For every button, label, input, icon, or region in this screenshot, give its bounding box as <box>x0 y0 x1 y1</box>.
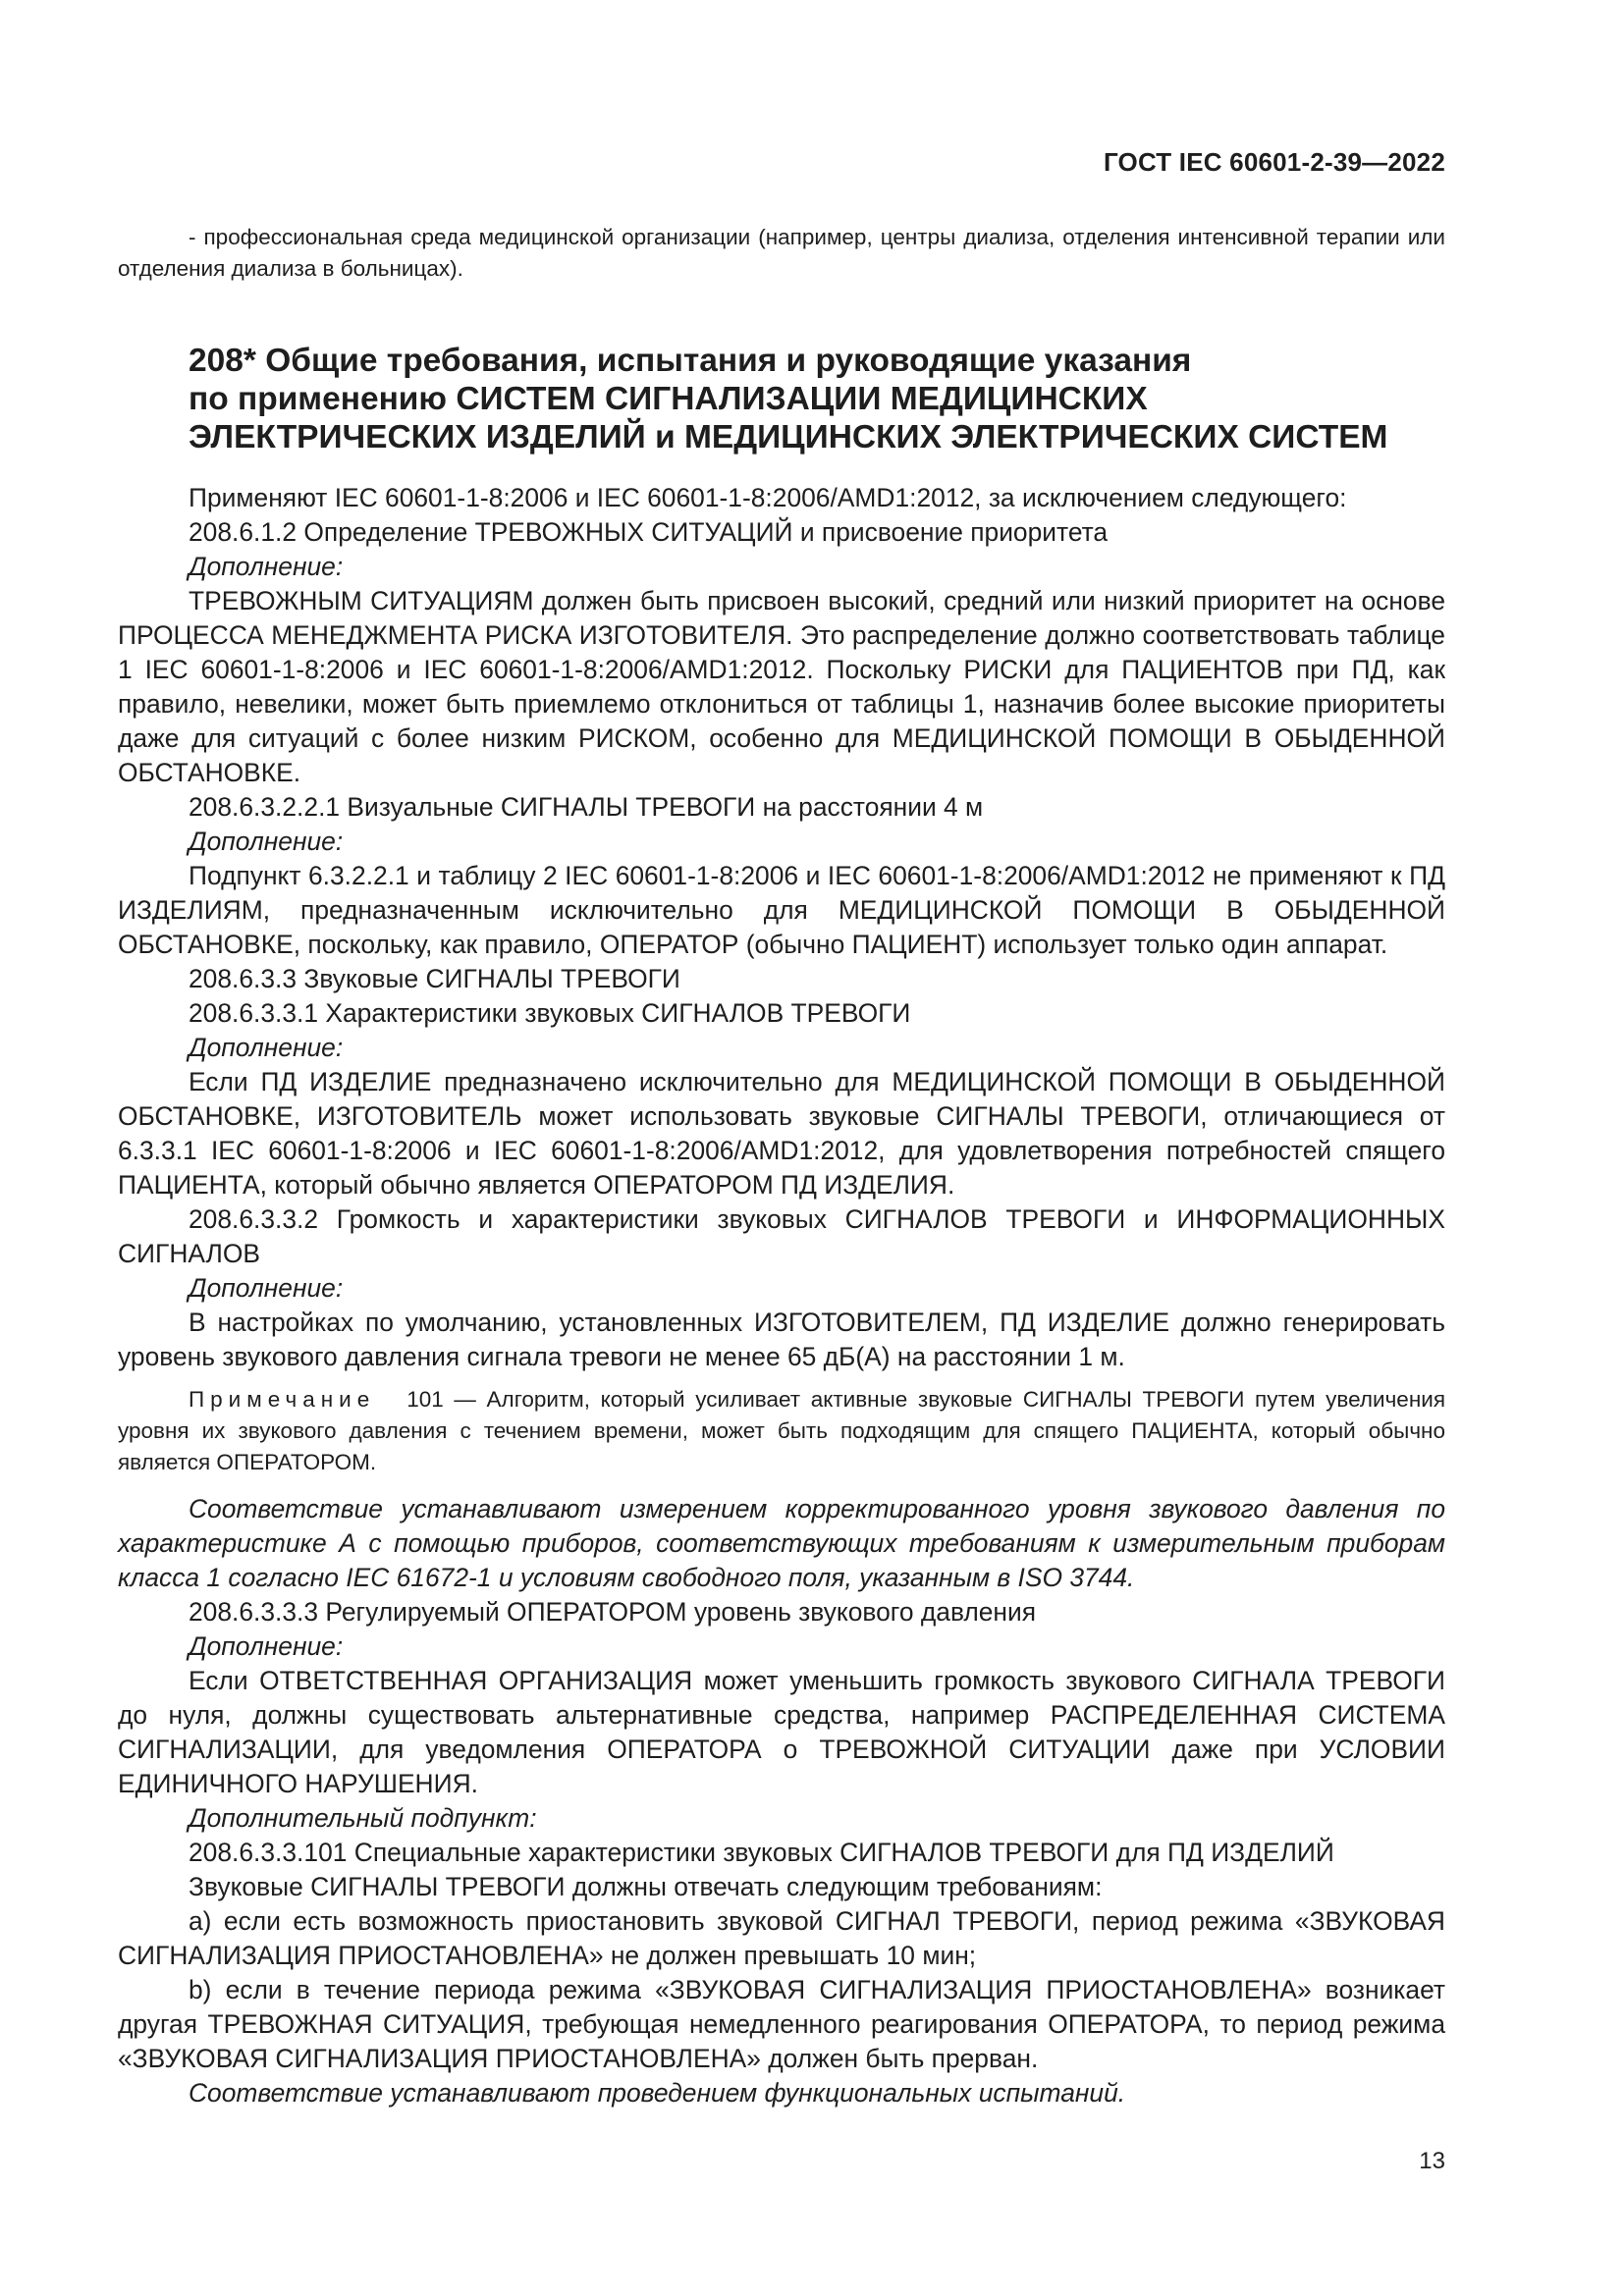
list-item-b: b) если в течение периода режима «ЗВУКОВАЯ СИГНАЛИЗАЦИЯ ПРИОСТАНОВЛЕНА» возникает другая ТРЕВОЖНАЯ СИТУАЦИЯ, требующая немедленного реагирования ОПЕРАТОРА, то период режима «ЗВУКОВАЯ СИГНАЛИЗАЦИЯ ПРИОСТАНОВЛЕНА» должен быть прерван. <box>118 1975 1445 2073</box>
heading-line: 208* Общие требования, испытания и руководящие указания <box>189 343 1192 379</box>
addition-label: Дополнение: <box>189 827 344 856</box>
body-paragraph: Подпункт 6.3.2.2.1 и таблицу 2 IEC 60601-1-8:2006 и IEC 60601-1-8:2006/AMD1:2012 не применяют к ПД ИЗДЕЛИЯМ, предназначенным исключительно для МЕДИЦИНСКОЙ ПОМОЩИ В ОБЫДЕННОЙ ОБСТАНОВКЕ, поскольку, как правило, ОПЕРАТОР (обычно ПАЦИЕНТ) использует только один аппарат. <box>118 861 1445 959</box>
page-number: 13 <box>1419 2148 1445 2174</box>
heading-line: ЭЛЕКТРИЧЕСКИХ ИЗДЕЛИЙ и МЕДИЦИНСКИХ ЭЛЕКТРИЧЕСКИХ СИСТЕМ <box>189 419 1388 455</box>
clause-heading: 208.6.3.3.101 Специальные характеристики звуковых СИГНАЛОВ ТРЕВОГИ для ПД ИЗДЕЛИЙ <box>189 1838 1334 1867</box>
note-paragraph <box>118 1384 1445 1478</box>
body-paragraph: Если ОТВЕТСТВЕННАЯ ОРГАНИЗАЦИЯ может уменьшить громкость звукового СИГНАЛА ТРЕВОГИ до нуля, должны существовать альтернативные средства, например РАСПРЕДЕЛЕННАЯ СИСТЕМА СИГНАЛИЗАЦИИ, для уведомления ОПЕРАТОРА о ТРЕВОЖНОЙ СИТУАЦИИ даже при УСЛОВИИ ЕДИНИЧНОГО НАРУШЕНИЯ. <box>118 1666 1445 1798</box>
body-paragraph: ТРЕВОЖНЫМ СИТУАЦИЯМ должен быть присвоен высокий, средний или низкий приоритет на основе ПРОЦЕССА МЕНЕДЖМЕНТА РИСКА ИЗГОТОВИТЕЛЯ. Это распределение должно соответствовать таблице 1 IEC 60601-1-8:2006 и IEC 60601-1-8:2006/AMD1:2012. Поскольку РИСКИ для ПАЦИЕНТОВ при ПД, как правило, невелики, может быть приемлемо отклониться от таблицы 1, назначив более высокие приоритеты даже для ситуаций с более низким РИСКОМ, особенно для МЕДИЦИНСКОЙ ПОМОЩИ В ОБЫДЕННОЙ ОБСТАНОВКЕ. <box>118 586 1445 787</box>
addition-label: Дополнение: <box>189 1273 344 1303</box>
clause-heading: 208.6.3.3.1 Характеристики звуковых СИГНАЛОВ ТРЕВОГИ <box>189 998 911 1028</box>
clause-heading: 208.6.3.3.2 Громкость и характеристики звуковых СИГНАЛОВ ТРЕВОГИ и ИНФОРМАЦИОННЫХ СИГНАЛОВ <box>118 1204 1445 1268</box>
clause-heading: 208.6.1.2 Определение ТРЕВОЖНЫХ СИТУАЦИЙ и присвоение приоритета <box>189 517 1109 547</box>
compliance-statement: Соответствие устанавливают проведением функциональных испытаний. <box>189 2078 1126 2108</box>
addition-label: Дополнение: <box>189 1033 344 1062</box>
heading-line: по применению СИСТЕМ СИГНАЛИЗАЦИИ МЕДИЦИНСКИХ <box>189 381 1148 417</box>
note-text: — Алгоритм, который усиливает активные звуковые СИГНАЛЫ ТРЕВОГИ путем увеличения уровня их звукового давления с течением времени, может быть подходящим для спящего ПАЦИЕНТА, который обычно является ОПЕРАТОРОМ. <box>118 1387 1445 1474</box>
addition-label: Дополнение: <box>189 552 344 581</box>
list-item-a: а) если есть возможность приостановить звуковой СИГНАЛ ТРЕВОГИ, период режима «ЗВУКОВАЯ СИГНАЛИЗАЦИЯ ПРИОСТАНОВЛЕНА» не должен превышать 10 мин; <box>118 1906 1445 1970</box>
body-paragraph: Если ПД ИЗДЕЛИЕ предназначено исключительно для МЕДИЦИНСКОЙ ПОМОЩИ В ОБЫДЕННОЙ ОБСТАНОВКЕ, ИЗГОТОВИТЕЛЬ может использовать звуковые СИГНАЛЫ ТРЕВОГИ, отличающиеся от 6.3.3.1 IEC 60601-1-8:2006 и IEC 60601-1-8:2006/AMD1:2012, для удовлетворения потребностей спящего ПАЦИЕНТА, который обычно является ОПЕРАТОРОМ ПД ИЗДЕЛИЯ. <box>118 1067 1445 1200</box>
intro-list-item: - профессиональная среда медицинской организации (например, центры диализа, отделения интенсивной терапии или отделения диализа в больницах). <box>118 225 1445 281</box>
clause-heading: 208.6.3.3 Звуковые СИГНАЛЫ ТРЕВОГИ <box>189 964 680 993</box>
section-body <box>118 481 1445 2110</box>
clause-heading: 208.6.3.2.2.1 Визуальные СИГНАЛЫ ТРЕВОГИ на расстоянии 4 м <box>189 792 984 822</box>
scope-statement: Применяют IEC 60601-1-8:2006 и IEC 60601-1-8:2006/AMD1:2012, за исключением следующего: <box>189 483 1347 512</box>
standard-id-header: ГОСТ IEC 60601-2-39—2022 <box>1103 147 1445 177</box>
addition-label: Дополнение: <box>189 1631 344 1661</box>
body-paragraph: В настройках по умолчанию, установленных ИЗГОТОВИТЕЛЕМ, ПД ИЗДЕЛИЕ должно генерировать уровень звукового давления сигнала тревоги не менее 65 дБ(А) на расстоянии 1 м. <box>118 1308 1445 1371</box>
clause-heading: 208.6.3.3.3 Регулируемый ОПЕРАТОРОМ уровень звукового давления <box>189 1597 1037 1627</box>
additional-subclause-label: Дополнительный подпункт: <box>189 1803 537 1833</box>
section-heading <box>189 342 1465 456</box>
body-paragraph: Звуковые СИГНАЛЫ ТРЕВОГИ должны отвечать следующим требованиям: <box>189 1872 1103 1901</box>
intro-text <box>118 222 1445 285</box>
note-number: 101 <box>406 1387 444 1412</box>
compliance-statement: Соответствие устанавливают измерением корректированного уровня звукового давления по характеристике А с помощью приборов, соответствующих требованиям к измерительным приборам класса 1 согласно IEC 61672-1 и условиям свободного поля, указанным в ISO 3744. <box>118 1494 1445 1592</box>
note-label: Примечание <box>189 1387 376 1412</box>
